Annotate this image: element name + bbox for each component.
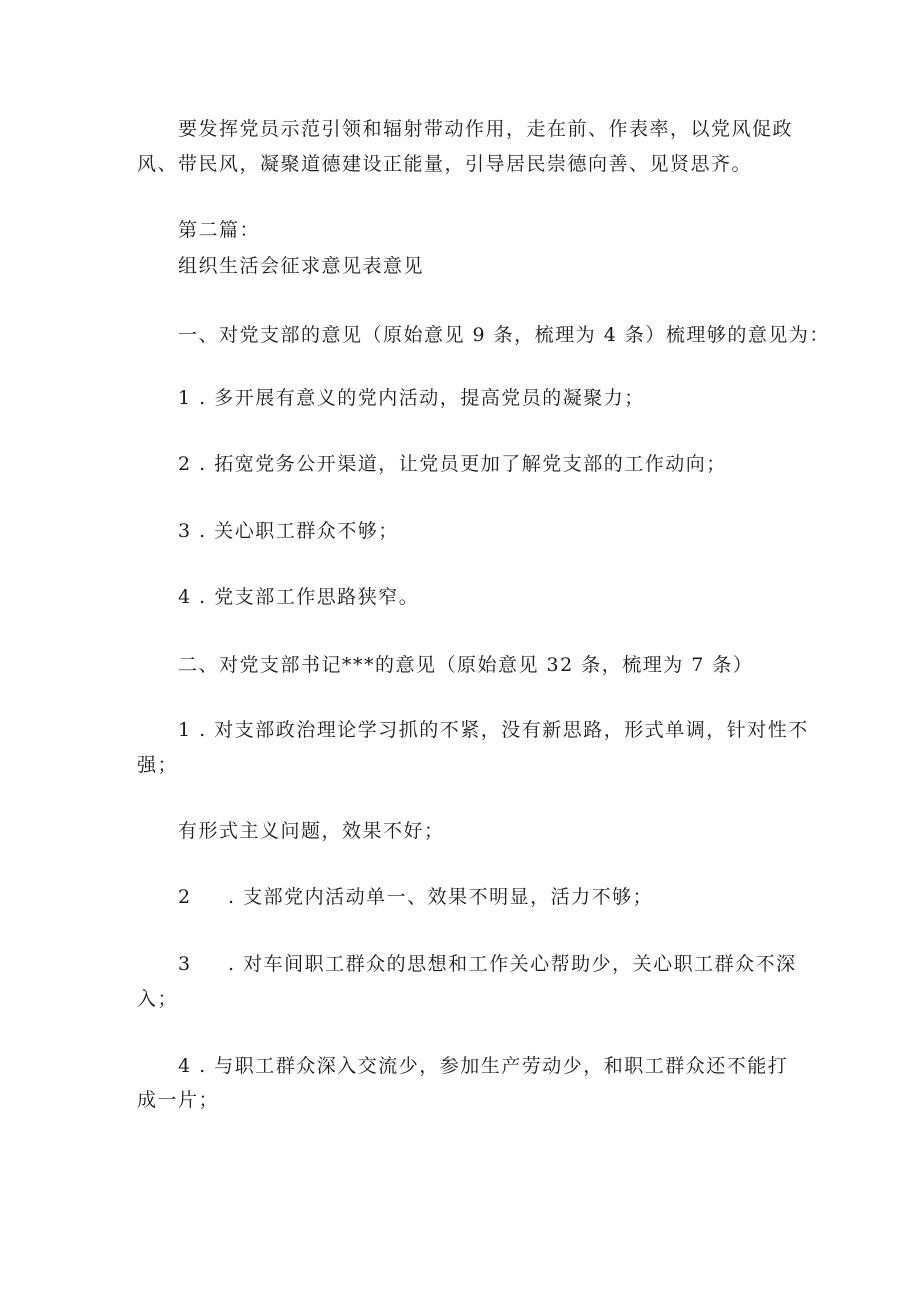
section-2-item-2-number: 2 (178, 886, 192, 908)
section-2-item-4-line-2: 成一片； (137, 1089, 220, 1111)
section-1-item-4: 4 . 党支部工作思路狭窄。 (178, 586, 420, 608)
section-2-item-1-line-3: 有形式主义问题，效果不好； (178, 820, 445, 842)
section-1-item-2: 2 . 拓宽党务公开渠道，让党员更加了解党支部的工作动向； (178, 453, 727, 475)
intro-line-2: 风、带民风，凝聚道德建设正能量，引导居民崇德向善、见贤思齐。 (137, 153, 753, 175)
section-1-item-3: 3 . 关心职工群众不够； (178, 520, 399, 542)
section-2-item-1-line-2: 强； (137, 754, 179, 776)
section-2-heading: 二、对党支部书记***的意见（原始意见 32 条，梳理为 7 条） (178, 654, 754, 676)
section-2-item-2-text: . 支部党内活动单一、效果不明显，活力不够； (228, 886, 654, 908)
section-2-item-3-line-2: 入； (137, 988, 179, 1010)
part-label: 第二篇： (178, 219, 261, 241)
section-2-item-1-line-1: 1 . 对支部政治理论学习抓的不紧，没有新思路，形式单调，针对性不 (178, 719, 809, 741)
part-title: 组织生活会征求意见表意见 (178, 255, 425, 277)
section-1-heading: 一、对党支部的意见（原始意见 9 条，梳理为 4 条）梳理够的意见为： (178, 324, 830, 346)
section-1-item-1: 1 . 多开展有意义的党内活动，提高党员的凝聚力； (178, 387, 645, 409)
section-2-item-3-text: . 对车间职工群众的思想和工作关心帮助少，关心职工群众不深 (228, 953, 797, 975)
section-2-item-3-number: 3 (178, 953, 192, 975)
section-2-item-4-line-1: 4 . 与职工群众深入交流少，参加生产劳动少，和职工群众还不能打 (178, 1055, 789, 1077)
intro-line-1: 要发挥党员示范引领和辐射带动作用，走在前、作表率，以党风促政 (178, 118, 794, 140)
